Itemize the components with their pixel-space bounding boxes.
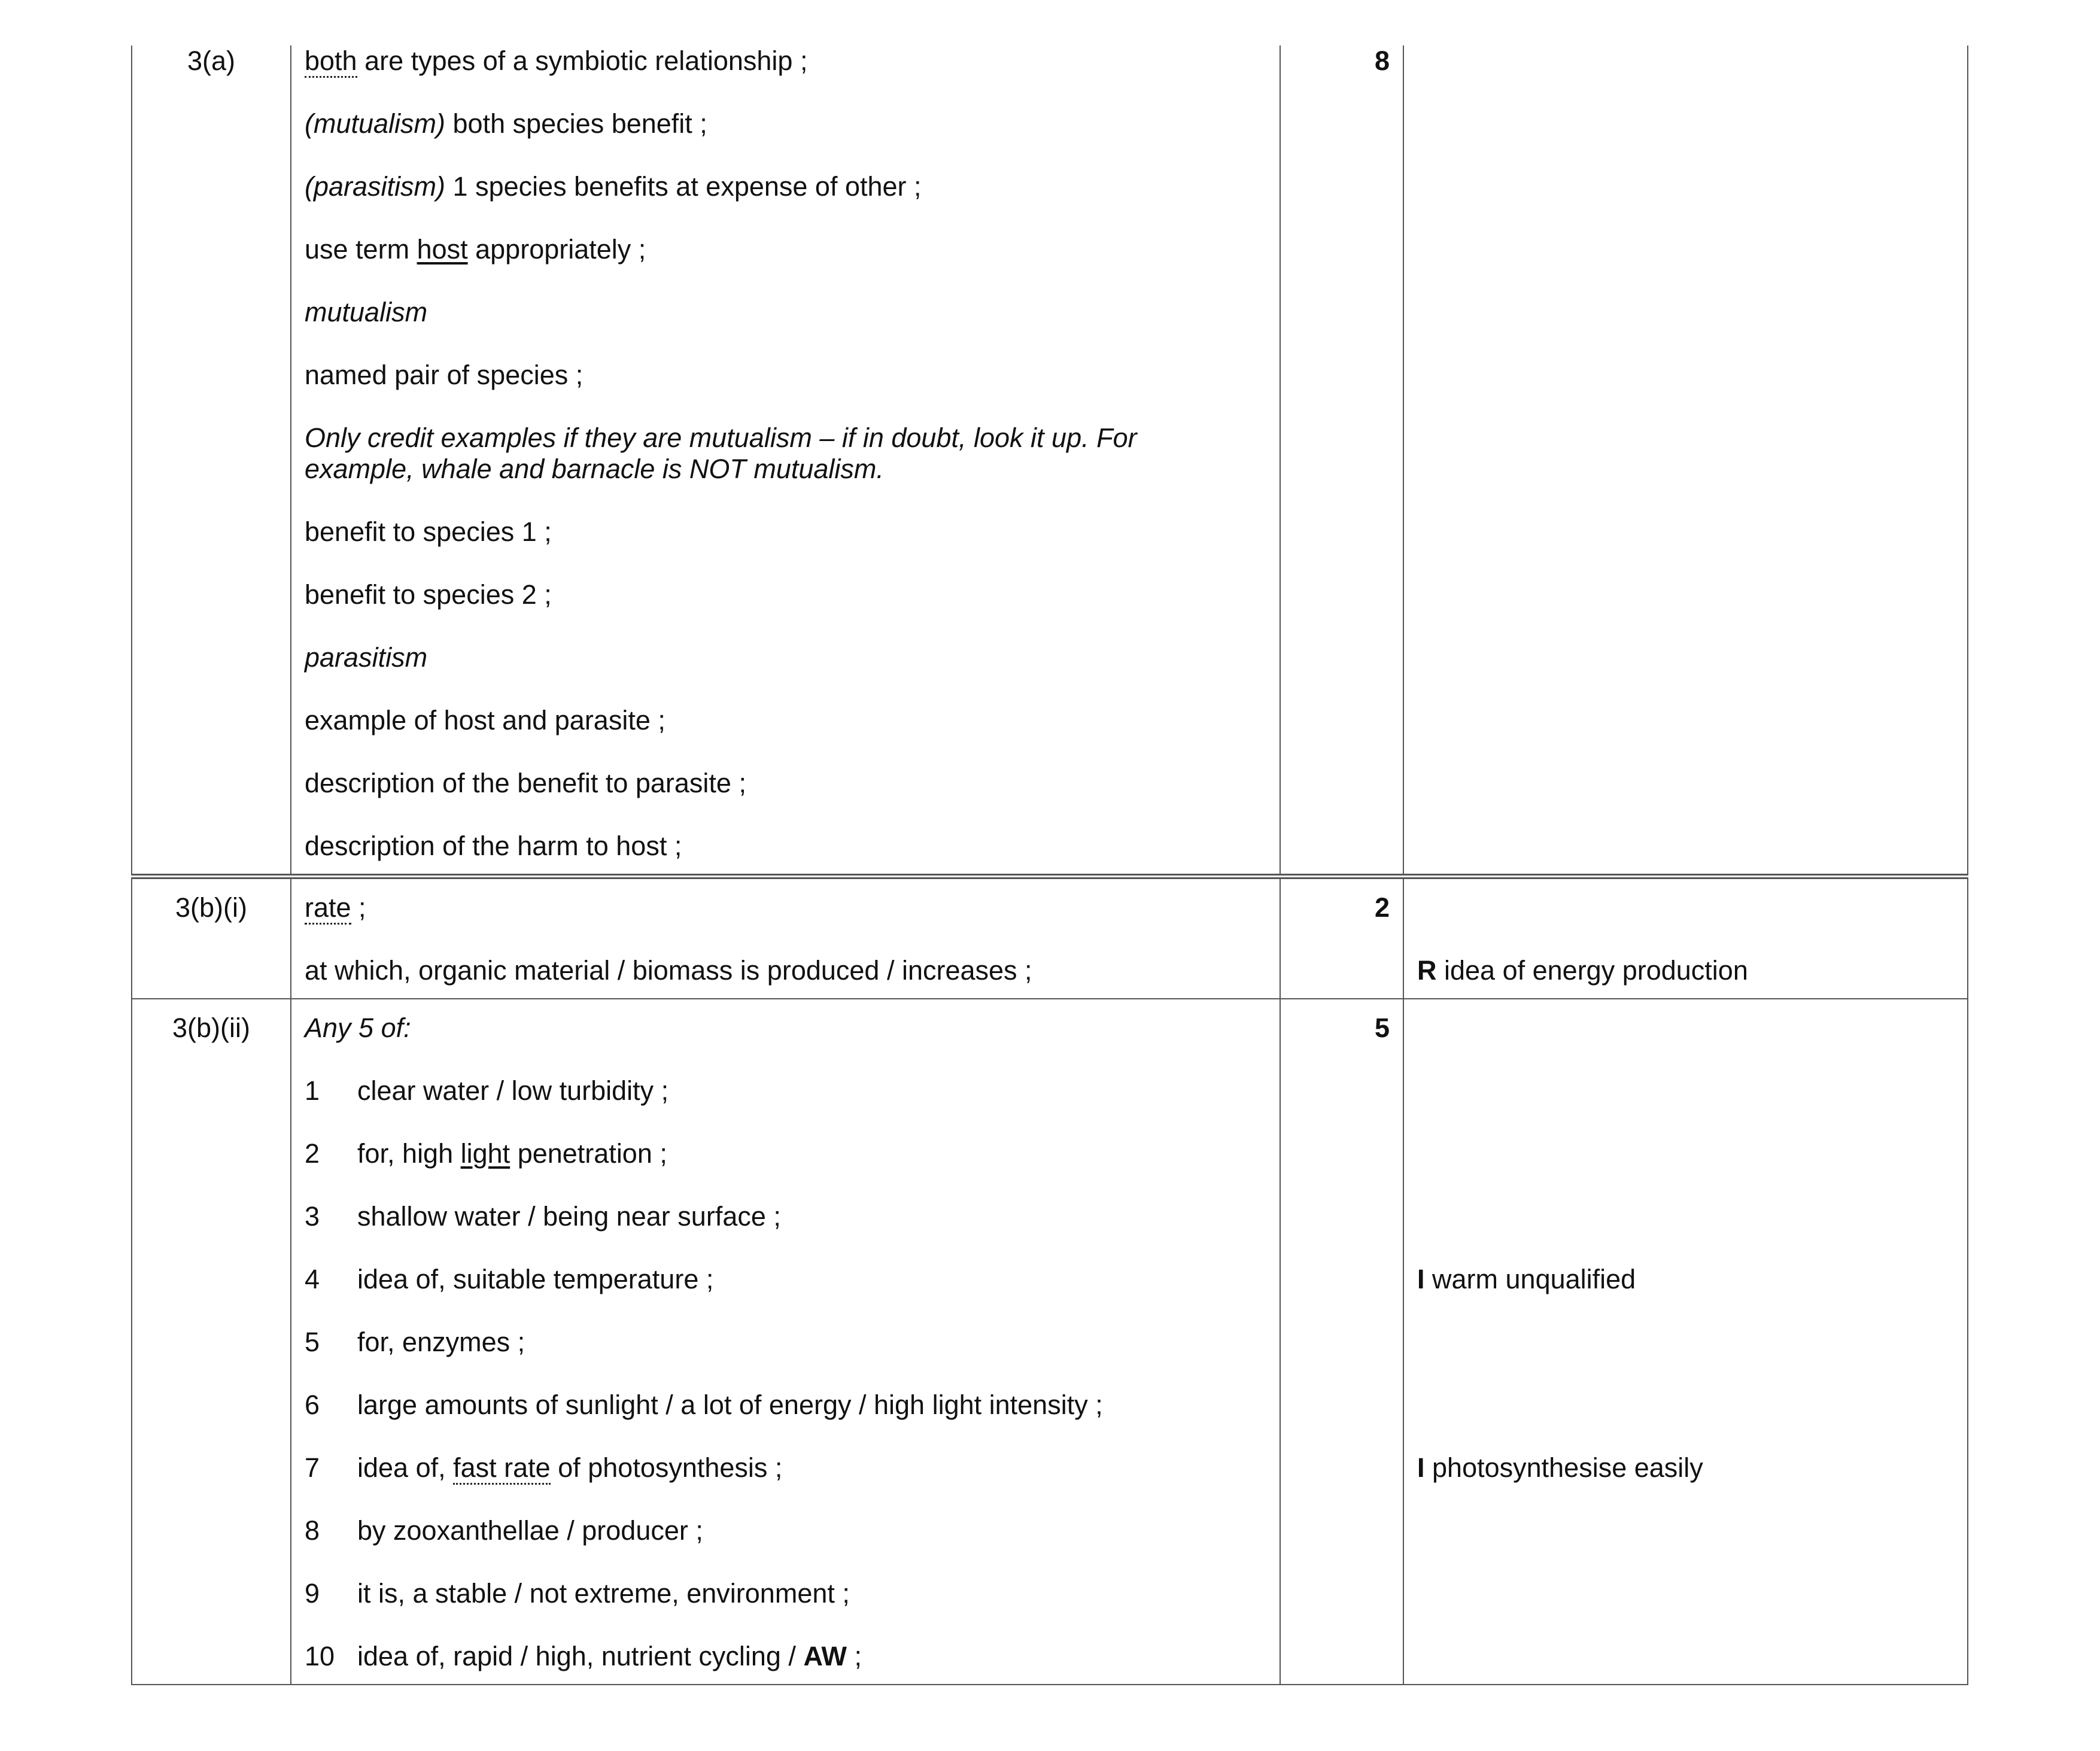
list-item: 8 by zooxanthellae / producer ;: [305, 1515, 703, 1546]
list-item: 7 idea of, fast rate of photosynthesis ;: [305, 1452, 1266, 1484]
question-number: 3(b)(i): [132, 877, 291, 999]
answer-line: both are types of a symbiotic relationship ;: [305, 45, 1266, 77]
guidance-cell: [1403, 999, 1968, 1685]
answer-line: (parasitism) 1 species benefits at expense of other ;: [305, 171, 922, 202]
list-item: 1 clear water / low turbidity ;: [305, 1075, 669, 1106]
mark-scheme-table: [131, 45, 1967, 1685]
answer-line: rate ;: [305, 892, 1266, 923]
list-item: 3 shallow water / being near surface ;: [305, 1201, 781, 1232]
answer-intro: Any 5 of:: [305, 1013, 411, 1043]
guidance-note: I warm unqualified: [1417, 1264, 1636, 1294]
mark-table: [131, 45, 1968, 1685]
answer-cell: [291, 877, 1280, 999]
guidance-note: I photosynthesise easily: [1417, 1452, 1703, 1483]
list-item: 10 idea of, rapid / high, nutrient cycling / AW ;: [305, 1641, 862, 1671]
section-heading: mutualism: [305, 297, 428, 327]
list-item: 9 it is, a stable / not extreme, environment ;: [305, 1578, 850, 1609]
section-heading: parasitism: [305, 642, 428, 673]
row-3bii: [132, 999, 1968, 1685]
answer-line: example of host and parasite ;: [305, 705, 665, 735]
guidance-cell: [1403, 877, 1968, 999]
marks-cell: 8: [1280, 45, 1403, 877]
list-item: 5 for, enzymes ;: [305, 1327, 525, 1357]
answer-line: benefit to species 1 ;: [305, 516, 552, 547]
list-item: 6 large amounts of sunlight / a lot of energy / high light intensity ;: [305, 1390, 1103, 1420]
answer-line: at which, organic material / biomass is produced / increases ;: [305, 955, 1032, 986]
answer-line: description of the harm to host ;: [305, 831, 682, 861]
answer-cell: [291, 999, 1280, 1685]
question-number: 3(b)(ii): [132, 999, 291, 1685]
answer-cell: [291, 45, 1280, 877]
examiner-note: Only credit examples if they are mutualism – if in doubt, look it up. For example, whale and barnacle is NOT mutualism.: [305, 422, 1137, 484]
row-3a: [132, 45, 1968, 877]
row-3bi: [132, 877, 1968, 999]
marks-cell: 2: [1280, 877, 1403, 999]
answer-line: description of the benefit to parasite ;: [305, 768, 746, 798]
answer-line: use term host appropriately ;: [305, 234, 646, 265]
question-number: 3(a): [132, 45, 291, 877]
answer-line: named pair of species ;: [305, 360, 583, 390]
list-item: 4 idea of, suitable temperature ;: [305, 1264, 714, 1294]
guidance-note: R idea of energy production: [1417, 955, 1748, 986]
guidance-cell: [1403, 45, 1968, 877]
answer-line: (mutualism) both species benefit ;: [305, 108, 707, 139]
list-item: 2 for, high light penetration ;: [305, 1138, 667, 1169]
answer-line: benefit to species 2 ;: [305, 579, 552, 610]
marks-cell: 5: [1280, 999, 1403, 1685]
